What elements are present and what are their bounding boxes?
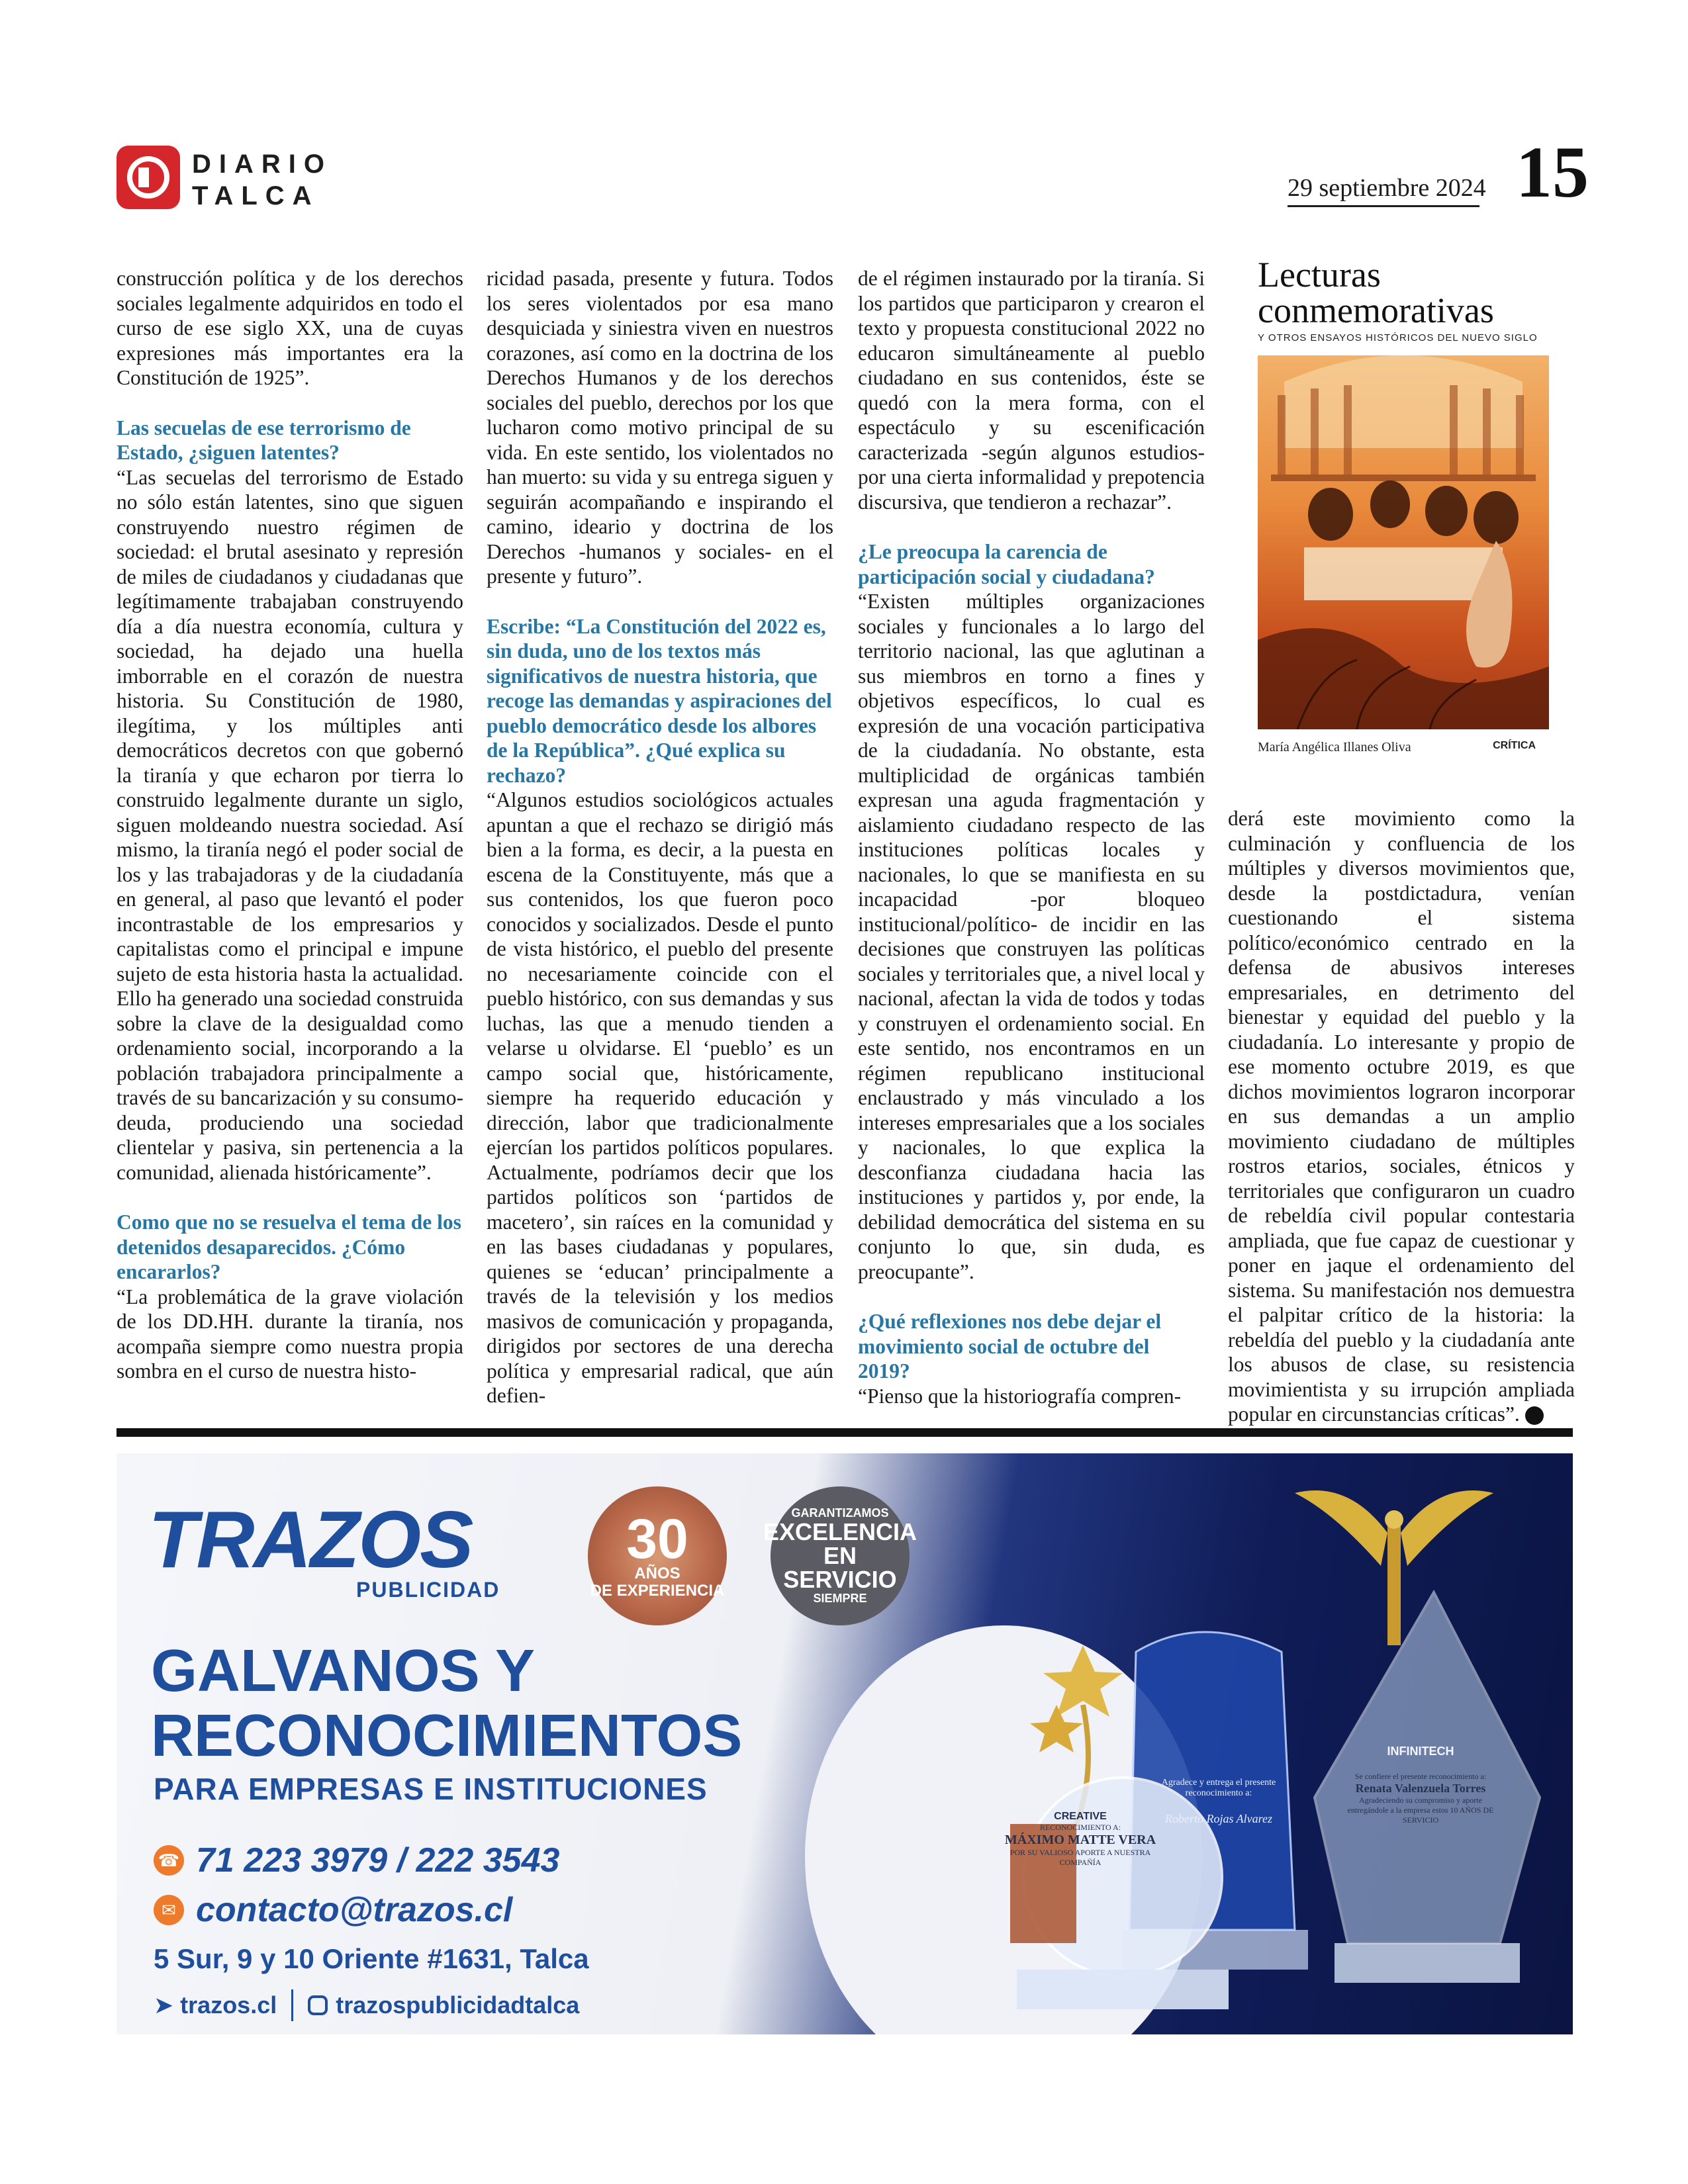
ad-web-row xyxy=(154,1989,579,2021)
masthead-logo-text: DIARIO TALCA xyxy=(192,150,332,210)
paragraph: “La problemática de la grave violación de los DD.HH. durante la tiranía, nos acompaña siempre como nuestra propia sombra en el curso de nuestra histo- xyxy=(117,1285,463,1383)
ad-website: trazos.cl xyxy=(180,1991,277,2019)
paragraph: “Algunos estudios sociológicos actuales apuntan a que el rechazo se dirigió más bien a la forma, es decir, a la puesta en escena de la Constituyente, más que a sus contenidos, los que fueron poco conocidos y socializados. Desde el punto de vista histórico, el pueblo del presente no necesariamente coincide con el pueblo histórico, con sus demandas y sus luchas, las que a menudo tienden a velarse u olvidarse. El ‘pueblo’ es un campo social que, históricamente, siempre ha requerido educación y dirección, labor que tradicionalmente ejercían los partidos políticos populares. Actualmente, podríamos decir que los partidos políticos son ‘partidos de macetero’, sin raíces en la comunidad y en las bases ciudadanas y populares, quienes se ‘educan’ principalmente a través de la televisión y los medios masivos de comunicación y propaganda, dirigidos por sectores de una derecha política y empresarial radical, que aún defien- xyxy=(487,788,833,1407)
interview-question: ¿Qué reflexiones nos debe dejar el movimiento social de octubre del 2019? xyxy=(858,1310,1162,1383)
book-cover-illustration xyxy=(1258,355,1549,729)
article-column-2 xyxy=(487,266,833,1408)
book-publisher: CRÍTICA xyxy=(1493,740,1536,751)
article-end-mark xyxy=(1525,1406,1544,1425)
winged-trophy-icon xyxy=(1295,1490,1493,1645)
cursor-icon: ➤ xyxy=(154,1991,174,2019)
article-column-1 xyxy=(117,266,463,1384)
ad-brand: TRAZOS xyxy=(148,1494,473,1584)
article-column-3 xyxy=(858,266,1205,1408)
phone-icon: ☎ xyxy=(154,1845,184,1876)
ad-address: 5 Sur, 9 y 10 Oriente #1631, Talca xyxy=(154,1943,589,1974)
paragraph: “Pienso que la historiografía compren- xyxy=(858,1384,1182,1408)
interview-question: Escribe: “La Constitución del 2022 es, sin duda, uno de los textos más significativos de nuestra historia, que recoge las demandas y aspiraciones del pueblo democrático desde los albores de la República”. ¿Qué explica su rechazo? xyxy=(487,614,832,787)
diario-talca-logo-mark xyxy=(117,146,180,209)
ad-brand-subtitle: PUBLICIDAD xyxy=(356,1578,500,1602)
plaque-infinitech: INFINITECH Se confiere el presente reconocimiento a: Renata Valenzuela Torres Agradeciendo su compromiso y aporte entregándole a la empresa estos 10 AÑOS DE SERVICIO xyxy=(1347,1745,1494,1825)
paragraph: construcción política y de los derechos sociales legalmente adquiridos en todo el curso de ese siglo XX, una de cuyas expresiones más importantes era la Constitución de 1925”. xyxy=(117,267,463,389)
date-underline xyxy=(1288,205,1479,207)
interview-question: ¿Le preocupa la carencia de participación social y ciudadana? xyxy=(858,540,1155,588)
paragraph: derá este movimiento como la culminación y confluencia de los múltiples y diversos movimientos que, desde la postdictadura, venían cuestionando el sistema político/económico centrado en la defensa de abusivos intereses empresariales, en detrimento del bienestar y equidad del pueblo y la ciudadanía. Lo interesante y propio de ese momento octubre 2019, es que dichos movimientos lograron incorporar en sus demandas a un amplio movimiento ciudadano de múltiples rostros etarios, sociales, étnicos y territoriales que configuraron un cuadro de rebeldía civil popular contestaria ampliada, que fue capaz de cuestionar y poner en jaque el ordenamiento del sistema. Su manifestación nos demuestra el palpitar crítico de la historia: la rebeldía del pueblo y la ciudadanía ante los abusos de clase, su resistencia movimientista y su irrupción ampliada popular en circunstancias críticas”. xyxy=(1228,807,1575,1426)
book-cover xyxy=(1258,257,1549,773)
paragraph: de el régimen instaurado por la tiranía. Si los partidos que participaron y crearon el texto y propuesta constitucional 2022 no educaron simultáneamente al pueblo ciudadano en sus contenidos, éste se quedó con la mera forma, con el espectáculo y su escenificación caracterizada -según algunos estudios- por una cierta informalidad y prepotencia discursiva, que tendieron a rechazar”. xyxy=(858,267,1205,514)
section-divider xyxy=(117,1428,1573,1437)
paragraph: ricidad pasada, presente y futura. Todos los seres violentados por esa mano desquiciada y siniestra viven en nuestros corazones, así como en la doctrina de los Derechos Humanos y de los derechos sociales del pueblo, derechos por los que lucharon como motivo principal de su vida. En este sentido, los violentados no han muerto: su vida y su entrega siguen y seguirán acompañando e inspirando el camino, ideario y doctrina de los Derechos -humanos y sociales- en el presente y futuro”. xyxy=(487,267,833,588)
plaque-creative: CREATIVE RECONOCIMIENTO A: MÁXIMO MATTE VERA POR SU VALIOSO APORTE A NUESTRA COMPAÑÍA xyxy=(1004,1811,1156,1867)
page-number: 15 xyxy=(1516,132,1589,212)
plaque-blue: Agradece y entrega el presente reconocimiento a: Roberto Rojas Alvarez xyxy=(1161,1778,1276,1825)
ad-phone-row xyxy=(154,1841,559,1880)
ad-web-separator xyxy=(291,1989,293,2021)
ad-instagram: trazospublicidadtalca xyxy=(336,1991,580,2019)
awards-illustration xyxy=(924,1453,1573,2034)
experience-seal: 30 AÑOS DE EXPERIENCIA xyxy=(588,1486,727,1625)
mail-icon: ✉ xyxy=(154,1895,184,1925)
excellence-seal: GARANTIZAMOS EXCELENCIA EN SERVICIO SIEMPRE xyxy=(771,1486,910,1625)
instagram-icon xyxy=(308,1995,328,2015)
issue-date: 29 septiembre 2024 xyxy=(1288,174,1486,202)
interview-question: Las secuelas de ese terrorismo de Estado, ¿siguen latentes? xyxy=(117,416,411,464)
article-column-4 xyxy=(1228,806,1575,1427)
book-subtitle: Y OTROS ENSAYOS HISTÓRICOS DEL NUEVO SIGLO xyxy=(1258,332,1538,343)
ad-email: contacto@trazos.cl xyxy=(196,1891,513,1929)
paragraph: “Las secuelas del terrorismo de Estado no sólo están latentes, sino que siguen construyendo nuestro régimen de sociedad: el brutal asesinato y represión de miles de ciudadanos y ciudadanas que legítimamente trabajaban construyendo día a día nuestra economía, cultura y sociedad, ha dejado una huella imborrable en el corazón de nuestra historia. Su Constitución de 1980, ilegítima, y los múltiples anti democráticos decretos con que gobernó la tiranía y que echaron por tierra lo construido legalmente durante un siglo, siguen moldeando nuestra sociedad. Así mismo, la tiranía negó el poder social de los y las trabajadoras y de la ciudadanía en general, al paso que levantó el poder incontrastable de los empresarios y capitalistas como el principal e impune sujeto de esta historia hasta la actualidad. Ello ha generado una sociedad construida sobre la clave de la desigualdad como ordenamiento social, incorporando a la población trabajadora principalmente a través de su bancarización y su consumo-deuda, produciendo una sociedad clientelar y pasiva, sin pertenencia a la comunidad, alienada históricamente”. xyxy=(117,465,463,1184)
book-author-row xyxy=(1258,740,1549,755)
ad-subheadline: PARA EMPRESAS E INSTITUCIONES xyxy=(154,1772,708,1806)
ad-phone: 71 223 3979 / 222 3543 xyxy=(196,1841,560,1880)
book-title: Lecturas conmemorativas xyxy=(1258,255,1494,330)
ad-email-row xyxy=(154,1890,512,1930)
logo-d-icon xyxy=(125,154,171,201)
paragraph: “Existen múltiples organizaciones sociales y funcionales a lo largo del territorio nacional, las que aglutinan a sus miembros en torno a fines y objetivos específicos, lo cual es expresión de una vocación participativa de la ciudadanía. No obstante, esta multiplicidad de orgánicas también expresan una aguda fragmentación y aislamiento ciudadano respecto de las instituciones políticas locales y nacionales, lo que se manifiesta en su incapacidad -por bloqueo institucional/político- de incidir en las decisiones que construyen las políticas sociales y territoriales que, a nivel local y nacional, afectan la vida de todos y todas y construyen el ordenamiento social. En este sentido, nos encontramos en un régimen republicano institucional enclaustrado y más vinculado a los intereses empresariales que a los sociales y nacionales, lo que explica la desconfianza ciudadana hacia las instituciones y partidos y, por ende, la debilidad democrática del sistema en su conjunto lo que, sin duda, es preocupante”. xyxy=(858,590,1205,1283)
library-scene-illustration xyxy=(1258,355,1549,729)
interview-question: Como que no se resuelva el tema de los detenidos desaparecidos. ¿Cómo encararlos? xyxy=(117,1210,461,1283)
book-author: María Angélica Illanes Oliva xyxy=(1258,740,1411,754)
trazos-advertisement xyxy=(117,1453,1573,2034)
ad-headline: GALVANOS Y RECONOCIMIENTOS xyxy=(151,1638,743,1769)
